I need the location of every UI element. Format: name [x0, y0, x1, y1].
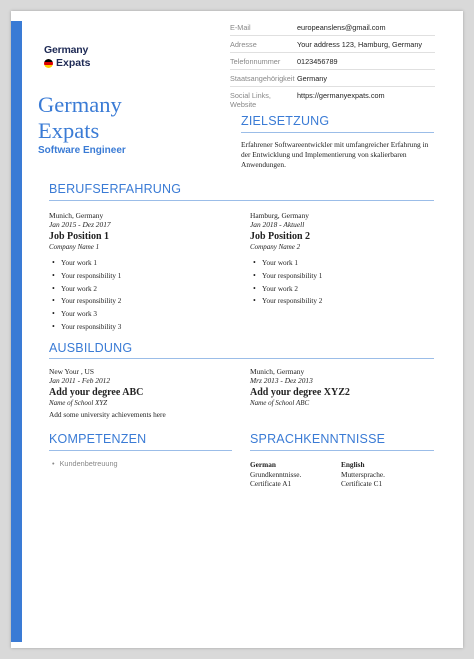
list-item: • Your responsibility 2	[250, 295, 440, 308]
contact-value-nationality: Germany	[297, 74, 328, 83]
contact-row-website	[230, 91, 435, 109]
language-level: Muttersprache.	[341, 469, 385, 479]
job-location: Hamburg, Germany	[250, 211, 309, 220]
job-company: Company Name 1	[49, 243, 100, 251]
german-flag-icon	[44, 59, 53, 68]
section-divider	[250, 450, 434, 451]
language-name: German	[250, 460, 276, 469]
job-company: Company Name 2	[250, 243, 301, 251]
contact-row-address	[230, 40, 435, 53]
job-entry-2	[250, 211, 440, 308]
job-entry-1	[49, 211, 239, 334]
list-item: • Your responsibility 2	[49, 295, 239, 308]
skill-item: • Kundenbetreuung	[52, 459, 118, 468]
job-duties-list	[49, 257, 239, 334]
list-item: • Your work 2	[49, 283, 239, 296]
list-item: • Your work 1	[250, 257, 440, 270]
logo	[44, 44, 114, 69]
section-divider	[241, 132, 434, 133]
logo-text-line2: Expats	[56, 57, 91, 69]
job-location: Munich, Germany	[49, 211, 104, 220]
contact-value-email[interactable]: europeanslens@gmail.com	[297, 23, 386, 32]
list-item: • Your responsibility 1	[49, 270, 239, 283]
language-certificate: Certificate A1	[250, 479, 292, 488]
job-title: Job Position 2	[250, 231, 311, 242]
school-name: Name of School ABC	[250, 399, 310, 407]
degree-title: Add your degree XYZ2	[250, 387, 350, 398]
contact-label-line2: Website	[230, 100, 257, 109]
contact-label: Telefonnummer	[230, 57, 281, 66]
contact-label-line1: Social Links,	[230, 91, 271, 100]
section-divider	[49, 200, 434, 201]
name-line2: Expats	[38, 118, 100, 143]
education-entry-2	[250, 367, 440, 413]
section-title-languages: SPRACHKENNTNISSE	[250, 432, 386, 446]
section-divider	[49, 450, 232, 451]
contact-label: E-Mail	[230, 23, 251, 32]
education-note: Add some university achievements here	[49, 410, 166, 419]
language-entry-2	[341, 460, 385, 489]
section-divider	[49, 358, 434, 359]
contact-label	[230, 91, 297, 109]
job-dates: Jan 2018 - Aktuell	[250, 220, 305, 229]
language-level: Grundkenntnisse.	[250, 469, 302, 479]
logo-text-line1: Germany	[44, 44, 89, 56]
degree-title: Add your degree ABC	[49, 387, 144, 398]
school-name: Name of School XYZ	[49, 399, 108, 407]
contact-value-address: Your address 123, Hamburg, Germany	[297, 40, 423, 49]
language-entry-1	[250, 460, 301, 489]
list-item: • Your work 1	[49, 257, 239, 270]
list-item: • Your responsibility 3	[49, 321, 239, 334]
language-certificate: Certificate C1	[341, 479, 383, 488]
education-location: New Your , US	[49, 367, 94, 376]
logo-line2	[44, 57, 114, 69]
section-title-education: AUSBILDUNG	[49, 341, 133, 355]
contact-label: Staatsangehörigkeit	[230, 74, 295, 83]
education-entry-1	[49, 367, 239, 419]
list-item: • Your responsibility 1	[250, 270, 440, 283]
name-line1: Germany	[38, 92, 122, 117]
contact-value-website[interactable]: https://germanyexpats.com	[297, 91, 385, 100]
contact-value-phone: 0123456789	[297, 57, 338, 66]
accent-bar	[11, 21, 22, 642]
contact-label: Adresse	[230, 40, 257, 49]
language-name: English	[341, 460, 365, 469]
job-duties-list	[250, 257, 440, 308]
job-subtitle: Software Engineer	[38, 145, 126, 156]
contact-row-phone	[230, 57, 435, 70]
section-title-skills: KOMPETENZEN	[49, 432, 147, 446]
contact-row-nationality	[230, 74, 435, 87]
summary-text: Erfahrener Softwareentwickler mit umfangreicher Erfahrung in der Entwicklung und Implementierung von skalierbaren Anwendungen.	[241, 140, 429, 169]
list-item: • Your work 2	[250, 283, 440, 296]
education-dates: Jan 2011 - Feb 2012	[49, 376, 111, 385]
education-dates: Mrz 2013 - Dez 2013	[250, 376, 313, 385]
list-item: • Your work 3	[49, 308, 239, 321]
section-title-goal: ZIELSETZUNG	[241, 114, 330, 128]
section-title-experience: BERUFSERFAHRUNG	[49, 182, 182, 196]
education-location: Munich, Germany	[250, 367, 305, 376]
job-dates: Jan 2015 - Dez 2017	[49, 220, 111, 229]
contact-row-email	[230, 23, 435, 36]
job-title: Job Position 1	[49, 231, 110, 242]
candidate-name	[38, 92, 122, 144]
contact-block	[230, 23, 435, 113]
